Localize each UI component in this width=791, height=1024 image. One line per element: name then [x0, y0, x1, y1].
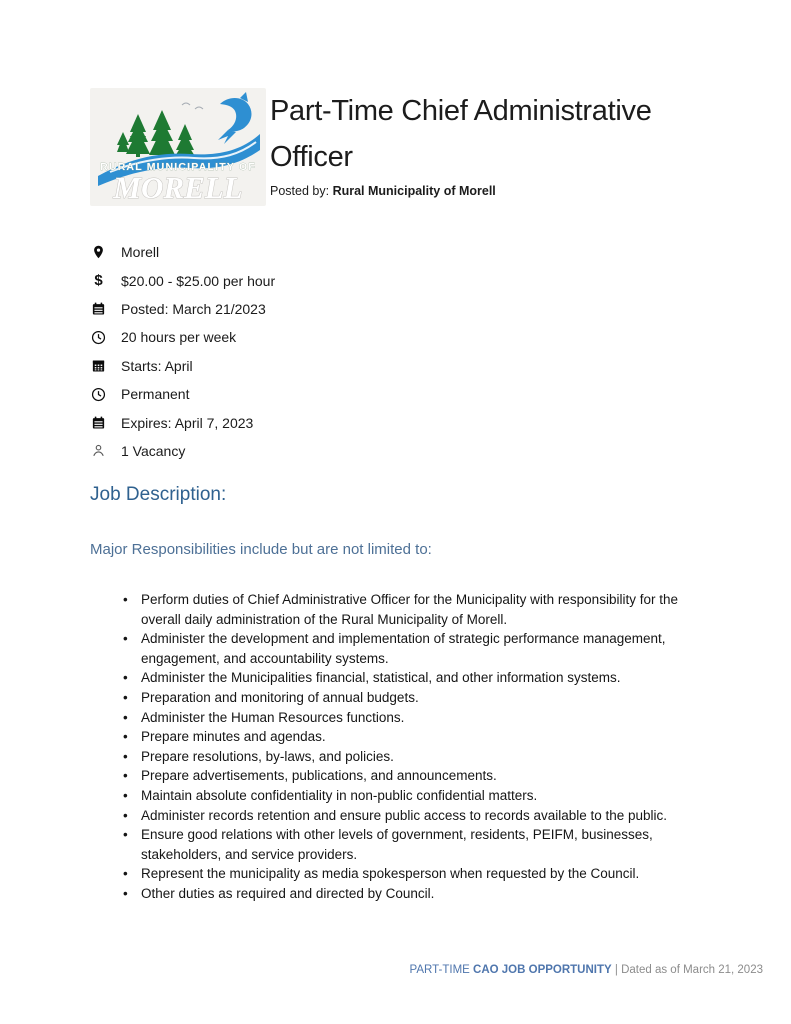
detail-row-type — [90, 380, 275, 408]
list-item: • Other duties as required and directed by Council. — [121, 884, 699, 904]
detail-row-posted — [90, 295, 275, 323]
detail-location: Morell — [121, 244, 160, 261]
morell-logo-graphic — [90, 88, 266, 206]
calendar-grid-icon — [90, 357, 107, 374]
page-title-line2: Officer — [270, 141, 353, 173]
job-description-heading: Job Description: — [90, 484, 227, 505]
list-item: • Administer the Human Resources functions. — [121, 708, 699, 728]
posted-by-value: Rural Municipality of Morell — [332, 184, 496, 198]
list-item: • Prepare resolutions, by-laws, and policies. — [121, 747, 699, 767]
detail-employment-type: Permanent — [121, 386, 190, 403]
page-title-line1: Part-Time Chief Administrative — [270, 95, 652, 127]
footer-doc-title-regular: PART-TIME — [409, 964, 474, 976]
calendar-icon — [90, 414, 107, 431]
detail-expiry-date: Expires: April 7, 2023 — [121, 414, 254, 431]
detail-row-location — [90, 238, 275, 266]
logo-line1: RURAL MUNICIPALITY OF — [100, 161, 256, 173]
detail-row-starts — [90, 352, 275, 380]
clock-icon — [90, 386, 107, 403]
logo-line2: MORELL — [113, 170, 243, 205]
detail-salary: $20.00 - $25.00 per hour — [121, 272, 276, 289]
header — [270, 88, 775, 198]
footer-doc-title-bold: CAO JOB OPPORTUNITY — [473, 964, 612, 976]
location-pin-icon — [90, 244, 107, 261]
list-item: • Maintain absolute confidentiality in non-public confidential matters. — [121, 786, 699, 806]
posted-by-label: Posted by: — [270, 184, 330, 198]
footer-dated-text: Dated as of March 21, 2023 — [621, 964, 763, 976]
posted-by — [270, 184, 775, 198]
list-item: • Administer the Municipalities financial, statistical, and other information systems. — [121, 668, 699, 688]
list-item: • Administer the development and implementation of strategic performance management, engagement, and accountability systems. — [121, 629, 699, 668]
detail-row-salary — [90, 266, 275, 294]
detail-vacancy-count: 1 Vacancy — [121, 442, 186, 459]
list-item: • Represent the municipality as media spokesperson when requested by the Council. — [121, 864, 699, 884]
dollar-icon: $ — [94, 272, 103, 290]
list-item: • Perform duties of Chief Administrative Officer for the Municipality with responsibility for the overall daily administration of the Rural Municipality of Morell. — [121, 590, 699, 629]
clock-icon — [90, 329, 107, 346]
detail-row-expires — [90, 408, 275, 436]
municipality-logo — [90, 88, 266, 206]
major-responsibilities-subheading: Major Responsibilities include but are not limited to: — [90, 541, 432, 558]
detail-start-date: Starts: April — [121, 357, 193, 374]
page-title — [270, 88, 775, 180]
page-footer — [410, 964, 763, 976]
responsibilities-list — [121, 590, 699, 904]
list-item: • Prepare advertisements, publications, and announcements. — [121, 766, 699, 786]
detail-row-vacancy — [90, 437, 275, 465]
list-item: • Ensure good relations with other levels of government, residents, PEIFM, businesses, stakeholders, and service providers. — [121, 825, 699, 864]
footer-separator: | — [611, 964, 622, 976]
list-item: • Preparation and monitoring of annual budgets. — [121, 688, 699, 708]
detail-row-hours — [90, 323, 275, 351]
job-details-list — [90, 238, 275, 465]
list-item: • Administer records retention and ensure public access to records available to the public. — [121, 806, 699, 826]
calendar-icon — [90, 300, 107, 317]
list-item: • Prepare minutes and agendas. — [121, 727, 699, 747]
detail-hours: 20 hours per week — [121, 329, 237, 346]
detail-posted-date: Posted: March 21/2023 — [121, 300, 266, 317]
person-icon — [90, 442, 107, 459]
